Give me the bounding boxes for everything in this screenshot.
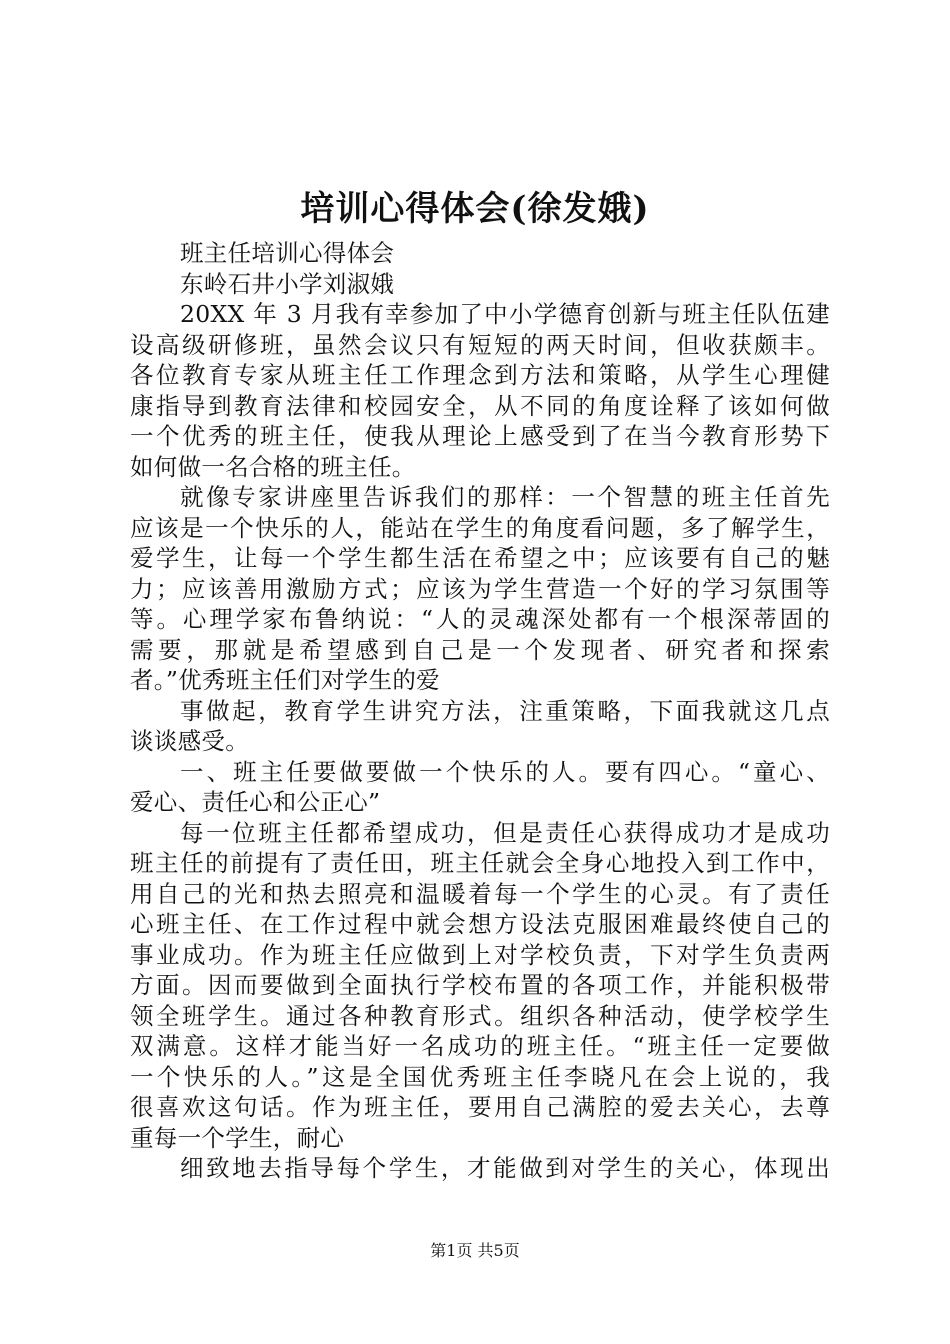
text-line: 20XX 年 3 月我有幸参加了中小学德育创新与班主任队伍建 xyxy=(180,300,830,328)
text-line: 如何做一名合格的班主任。 xyxy=(130,452,416,481)
text-line: 心班主任、在工作过程中就会想方设法克服困难最终使自己的 xyxy=(130,910,830,938)
text-line: 班主任培训心得体会 xyxy=(180,239,395,267)
text-line: 方面。因而要做到全面执行学校布置的各项工作，并能积极带 xyxy=(130,971,830,999)
text-line: 细致地去指导每个学生，才能做到对学生的关心，体现出 xyxy=(180,1154,830,1182)
text-line: 班主任的前提有了责任田，班主任就会全身心地投入到工作中， xyxy=(130,849,830,877)
text-line: 需要，那就是希望感到自己是一个发现者、研究者和探索 xyxy=(130,635,830,664)
text-line: 康指导到教育法律和校园安全，从不同的角度诠释了该如何做 xyxy=(130,391,830,420)
text-line: 等。心理学家布鲁纳说：“人的灵魂深处都有一个根深蒂固的 xyxy=(130,605,830,633)
text-line: 东岭石井小学刘淑娥 xyxy=(180,269,395,298)
text-line: 一个优秀的班主任，使我从理论上感受到了在当今教育形势下 xyxy=(130,422,830,450)
text-line: 者。”优秀班主任们对学生的爱 xyxy=(130,666,440,694)
text-line: 力；应该善用激励方式；应该为学生营造一个好的学习氛围等 xyxy=(130,574,830,603)
document-body xyxy=(130,238,830,1184)
text-line: 各位教育专家从班主任工作理念到方法和策略，从学生心理健 xyxy=(130,361,830,389)
text-line: 应该是一个快乐的人，能站在学生的角度看问题，多了解学生， xyxy=(130,513,830,542)
text-line: 用自己的光和热去照亮和温暖着每一个学生的心灵。有了责任 xyxy=(130,879,830,908)
text-line: 一个快乐的人。”这是全国优秀班主任李晓凡在会上说的，我 xyxy=(130,1062,830,1091)
text-line: 谈谈感受。 xyxy=(130,727,249,755)
text-line: 很喜欢这句话。作为班主任，要用自己满腔的爱去关心，去尊 xyxy=(130,1093,830,1121)
text-line: 重每一个学生，耐心 xyxy=(130,1123,345,1152)
text-line: 就像专家讲座里告诉我们的那样：一个智慧的班主任首先 xyxy=(180,483,830,511)
text-line: 事做起，教育学生讲究方法，注重策略，下面我就这几点 xyxy=(180,696,830,725)
text-line: 爱心、责任心和公正心” xyxy=(130,788,381,816)
document-title: 培训心得体会(徐发娥) xyxy=(300,189,650,229)
page-footer: 第1页 共5页 xyxy=(430,1241,520,1260)
text-line: 爱学生，让每一个学生都生活在希望之中；应该要有自己的魅 xyxy=(130,544,830,572)
text-line: 每一位班主任都希望成功，但是责任心获得成功才是成功 xyxy=(180,818,830,847)
text-line: 双满意。这样才能当好一名成功的班主任。“班主任一定要做 xyxy=(130,1032,830,1060)
text-line: 一、班主任要做要做一个快乐的人。要有四心。“童心、 xyxy=(180,757,830,786)
text-line: 领全班学生。通过各种教育形式。组织各种活动，使学校学生 xyxy=(130,1001,830,1030)
text-line: 设高级研修班，虽然会议只有短短的两天时间，但收获颇丰。 xyxy=(130,330,830,359)
text-line: 事业成功。作为班主任应做到上对学校负责，下对学生负责两 xyxy=(130,940,830,969)
